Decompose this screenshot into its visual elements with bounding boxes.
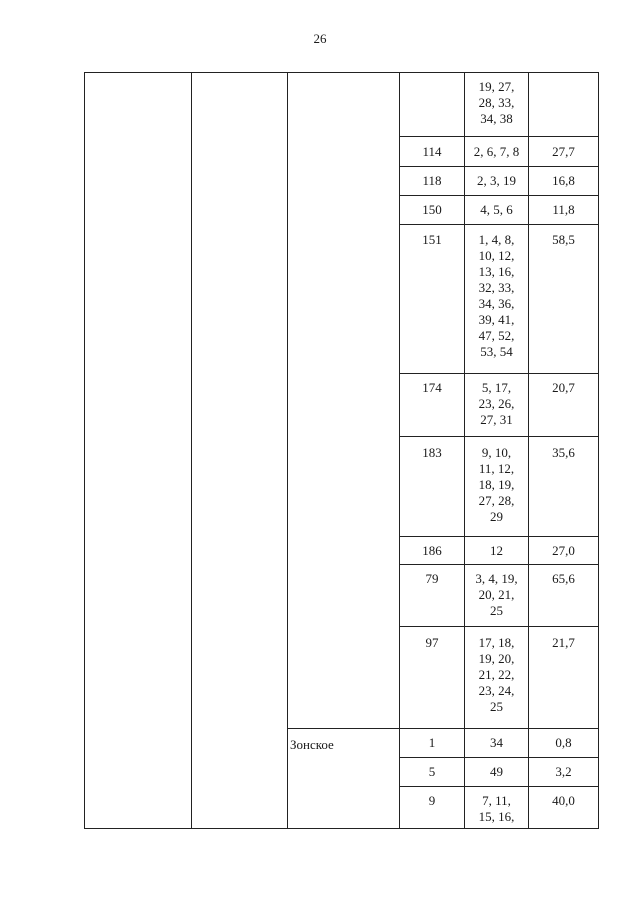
- quarter-number: 1: [400, 729, 465, 758]
- area-value: 0,8: [529, 729, 599, 758]
- plot-numbers: 2, 6, 7, 8: [465, 137, 529, 167]
- plot-numbers: 12: [465, 537, 529, 565]
- quarter-number: 9: [400, 787, 465, 829]
- region-cell: [85, 73, 192, 829]
- plot-numbers: 5, 17, 23, 26, 27, 31: [465, 374, 529, 437]
- plot-numbers: 17, 18, 19, 20, 21, 22, 23, 24, 25: [465, 627, 529, 729]
- plot-numbers: 7, 11, 15, 16,: [465, 787, 529, 829]
- plot-numbers: 9, 10, 11, 12, 18, 19, 27, 28, 29: [465, 437, 529, 537]
- quarter-number: 174: [400, 374, 465, 437]
- quarter-number: 118: [400, 167, 465, 196]
- district-cell: [192, 73, 288, 829]
- forestry-table: [84, 72, 599, 829]
- area-value: 65,6: [529, 565, 599, 627]
- area-value: 3,2: [529, 758, 599, 787]
- area-value: 20,7: [529, 374, 599, 437]
- area-value: 27,0: [529, 537, 599, 565]
- area-value: 27,7: [529, 137, 599, 167]
- quarter-number: 79: [400, 565, 465, 627]
- quarter-number: [400, 73, 465, 137]
- plot-numbers: 3, 4, 19, 20, 21, 25: [465, 565, 529, 627]
- quarter-number: 186: [400, 537, 465, 565]
- plot-numbers: 1, 4, 8, 10, 12, 13, 16, 32, 33, 34, 36, 39, 41, 47, 52, 53, 54: [465, 225, 529, 374]
- plot-numbers: 4, 5, 6: [465, 196, 529, 225]
- quarter-number: 150: [400, 196, 465, 225]
- plot-numbers: 2, 3, 19: [465, 167, 529, 196]
- area-value: 58,5: [529, 225, 599, 374]
- forestry-cell-empty: [288, 73, 400, 729]
- area-value: [529, 73, 599, 137]
- forestry-name: Зонское: [288, 729, 400, 829]
- area-value: 35,6: [529, 437, 599, 537]
- quarter-number: 114: [400, 137, 465, 167]
- area-value: 21,7: [529, 627, 599, 729]
- quarter-number: 151: [400, 225, 465, 374]
- plot-numbers: 19, 27, 28, 33, 34, 38: [465, 73, 529, 137]
- table-row: [85, 73, 599, 137]
- quarter-number: 5: [400, 758, 465, 787]
- plot-numbers: 34: [465, 729, 529, 758]
- quarter-number: 183: [400, 437, 465, 537]
- area-value: 16,8: [529, 167, 599, 196]
- area-value: 40,0: [529, 787, 599, 829]
- area-value: 11,8: [529, 196, 599, 225]
- page-number: 26: [313, 31, 327, 46]
- plot-numbers: 49: [465, 758, 529, 787]
- quarter-number: 97: [400, 627, 465, 729]
